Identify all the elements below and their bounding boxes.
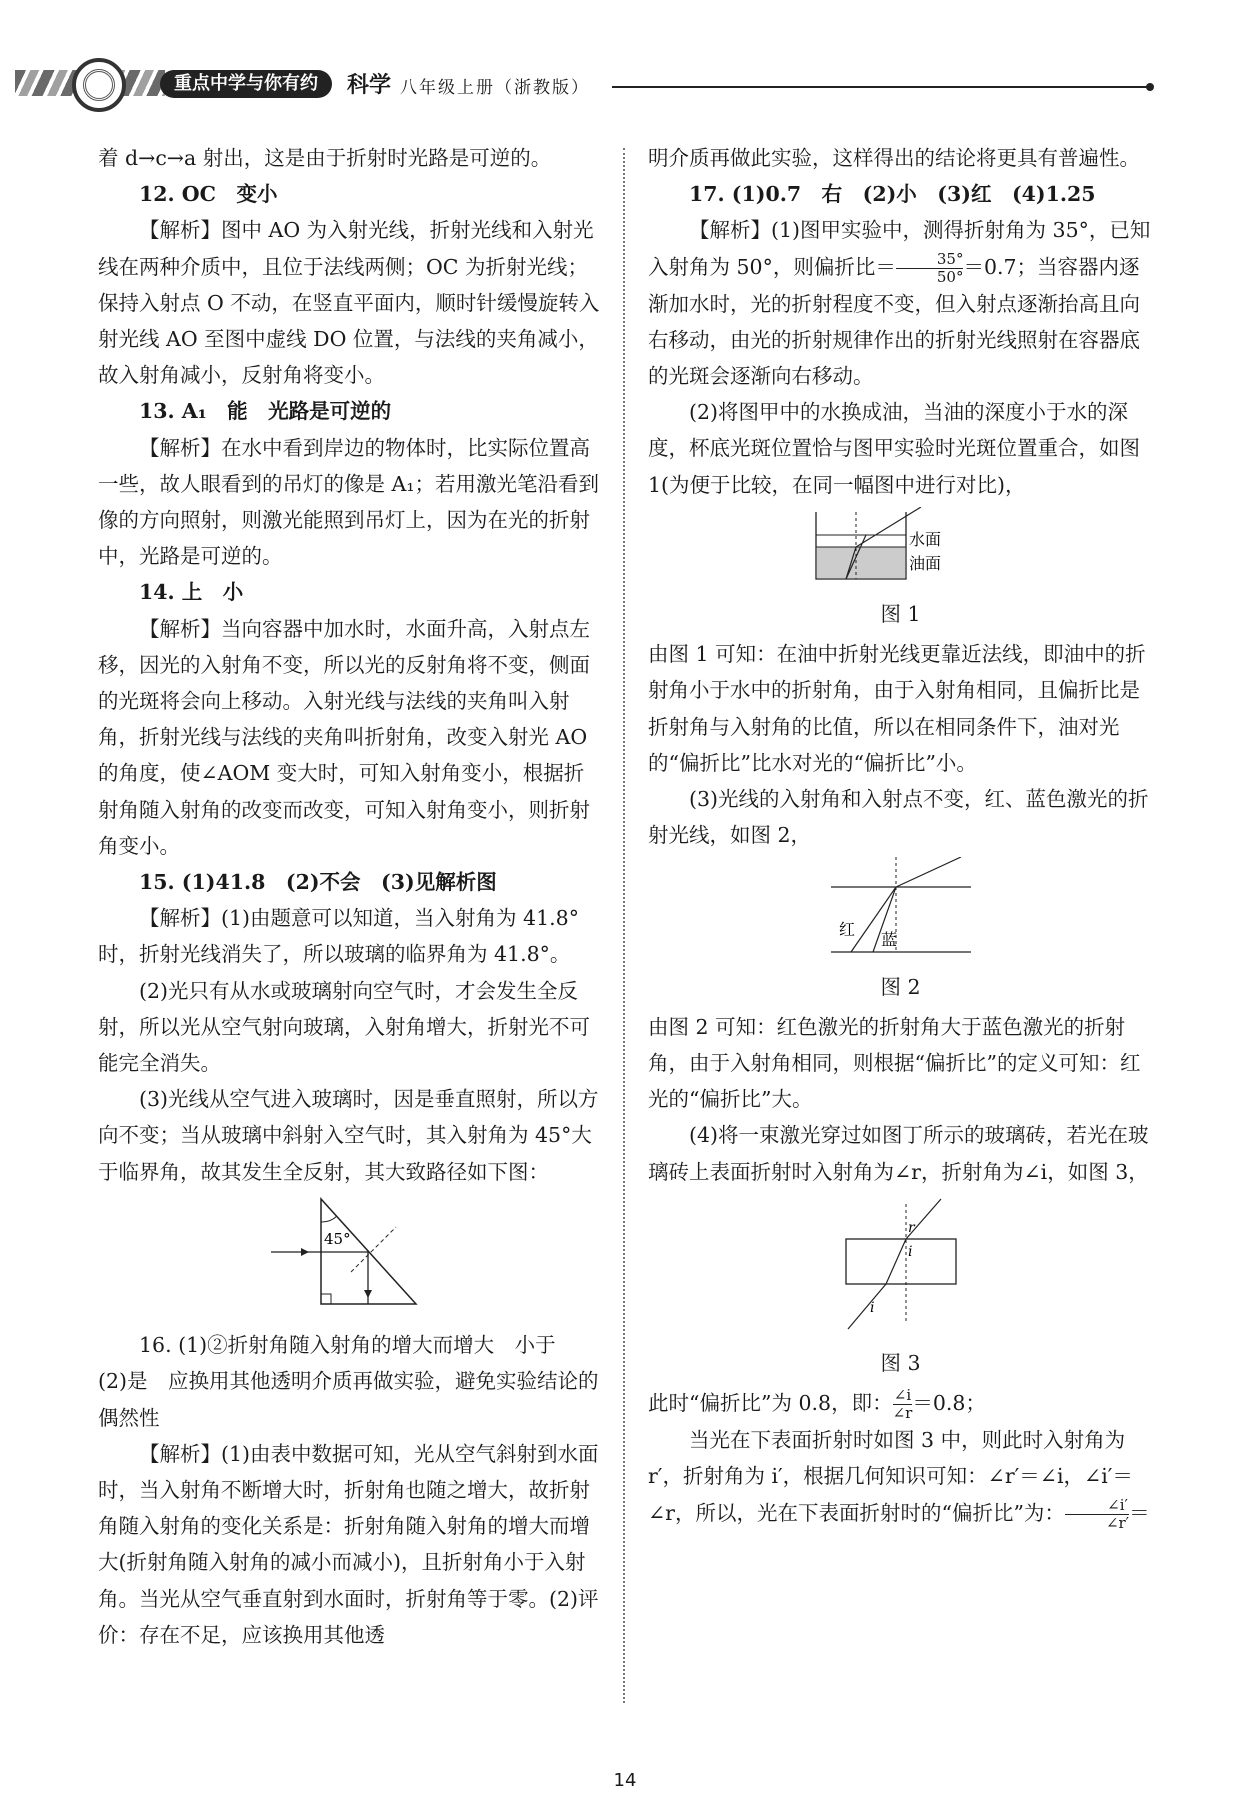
right-column (648, 140, 1153, 1532)
fraction: $\frac{\angle i}{\angle r}$ (892, 1386, 913, 1423)
svg-text:油面: 油面 (908, 553, 941, 573)
answer-13: 13. A₁ 能 光路是可逆的 (139, 399, 392, 424)
header-rule-dot (1146, 83, 1154, 91)
column-divider (623, 148, 625, 1703)
series-title: 重点中学与你有约 (160, 70, 332, 98)
analysis-12: 【解析】图中 AO 为入射光线，折射光线和入射光线在两种介质中，且位于法线两侧；OC 为折射光线；保持入射点 O 不动，在竖直平面内，顺时针缓慢旋转入射光线 AO 至图中虚线 DO 位置，与法线的夹角减小，故入射角减小，反射角将变小。 (98, 218, 600, 388)
figure-3 (648, 1194, 1153, 1381)
analysis-17-4: (4)将一束激光穿过如图丁所示的玻璃砖，若光在玻璃砖上表面折射时入射角为∠r，折射角为∠i，如图 3， (648, 1123, 1149, 1184)
glass-brick-diagram (836, 1194, 966, 1334)
figure-2 (648, 857, 1153, 1004)
prism-figure (98, 1194, 603, 1323)
angle-label: 45° (323, 1229, 351, 1248)
page-number: 14 (613, 1770, 637, 1791)
analysis-17-4a: 此时“偏折比”为 0.8，即： $\frac{\angle i}{\angle r}$ ＝0.8； (648, 1386, 986, 1423)
book-logo (72, 58, 126, 112)
analysis-15-3: (3)光线从空气进入玻璃时，因是垂直照射，所以方向不变；当从玻璃中斜射入空气时，其入射角为 45°大于临界角，故其发生全反射，其大致路径如下图： (98, 1087, 599, 1184)
fraction: $\frac{35^\circ}{50^\circ}$ (896, 251, 964, 286)
figure-2-caption: 图 2 (880, 974, 921, 999)
analysis-17-3: (3)光线的入射角和入射点不变，红、蓝色激光的折射光线，如图 2， (648, 787, 1149, 848)
header-rule (612, 86, 1150, 88)
answer-16: 16. (1)②折射角随入射角的增大而增大 小于 (2)是 应换用其他透明介质再做实验，避免实验结论的偶然性 (98, 1333, 599, 1430)
svg-text:蓝: 蓝 (880, 930, 897, 950)
text-line: 明介质再做此实验，这样得出的结论将更具有普遍性。 (648, 146, 1140, 170)
figure-1 (648, 507, 1153, 632)
text-line: 着 d→c→a 射出，这是由于折射时光路是可逆的。 (98, 146, 552, 170)
figure-3-caption: 图 3 (880, 1351, 921, 1376)
answer-12: 12. OC 变小 (139, 182, 278, 207)
subject-title: 科学 (347, 73, 392, 98)
prism-diagram (271, 1194, 431, 1312)
grade-label: 八年级上册（浙教版） (400, 78, 590, 98)
left-column (98, 140, 603, 1653)
svg-text:水面: 水面 (908, 529, 941, 549)
analysis-17-4c: 当光在下表面折射时如图 3 中，则此时入射角为 r′，折射角为 i′，根据几何知识可知：∠r′＝∠i，∠i′＝∠r，所以，光在下表面折射时的“偏折比”为： $\frac{\angle i'}{\angle r'}$ ＝ (648, 1428, 1150, 1532)
analysis-13: 【解析】在水中看到岸边的物体时，比实际位置高一些，故人眼看到的吊灯的像是 A₁；若用激光笔沿看到像的方向照射，则激光能照到吊灯上，因为在光的折射中，光路是可逆的。 (98, 435, 600, 569)
analysis-15-2: (2)光只有从水或玻璃射向空气时，才会发生全反射，所以光从空气射向玻璃，入射角增大，折射光不可能完全消失。 (98, 978, 590, 1076)
answer-14: 14. 上 小 (139, 580, 244, 605)
svg-text:i: i (869, 1299, 874, 1316)
water-oil-diagram (811, 507, 991, 585)
analysis-17-2b: 由图 1 可知：在油中折射光线更靠近法线，即油中的折射角小于水中的折射角，由于入射角相同，且偏折比是折射角与入射角的比值，所以在相同条件下，油对光的“偏折比”比水对光的“偏折比”小。 (648, 642, 1146, 775)
red-blue-laser-diagram (821, 857, 981, 957)
svg-text:r: r (907, 1219, 915, 1236)
analysis-15-1: 【解析】(1)由题意可以知道，当入射角为 41.8°时，折射光线消失了，所以玻璃的临界角为 41.8°。 (98, 906, 579, 967)
analysis-17-1: 【解析】(1)图甲实验中，测得折射角为 35°，已知入射角为 50°，则偏折比＝ $\frac{35^\circ}{50^\circ}$ ＝0.7；当容器内逐渐加水时，光的折射程度不变，但入射点逐渐抬高且向右移动，由光的折射规律作出的折射光线照射在容器底的光斑会逐渐向右移动。 (648, 218, 1151, 389)
svg-text:红: 红 (838, 920, 855, 940)
figure-1-caption: 图 1 (880, 602, 921, 627)
analysis-17-3b: 由图 2 可知：红色激光的折射角大于蓝色激光的折射角，由于入射角相同，则根据“偏折比”的定义可知：红光的“偏折比”大。 (648, 1014, 1141, 1112)
analysis-17-2: (2)将图甲中的水换成油，当油的深度小于水的深度，杯底光斑位置恰与图甲实验时光斑位置重合，如图 1(为便于比较，在同一幅图中进行对比)， (648, 400, 1140, 497)
svg-text:i: i (907, 1243, 912, 1260)
analysis-14: 【解析】当向容器中加水时，水面升高，入射点左移，因光的入射角不变，所以光的反射角将不变，侧面的光斑将会向上移动。入射光线与法线的夹角叫入射角，折射光线与法线的夹角叫折射角，改变入射光 AO 的角度，使∠AOM 变大时，可知入射角变小，根据折射角随入射角的改变而改变，可知入射角变小，则折射角变小。 (98, 616, 590, 858)
answer-15: 15. (1)41.8 (2)不会 (3)见解析图 (139, 870, 497, 895)
fraction: $\frac{\angle i'}{\angle r'}$ (1065, 1497, 1129, 1532)
answer-17: 17. (1)0.7 右 (2)小 (3)红 (4)1.25 (689, 182, 1096, 207)
analysis-16: 【解析】(1)由表中数据可知，光从空气斜射到水面时，当入射角不断增大时，折射角也随之增大，故折射角随入射角的变化关系是：折射角随入射角的增大而增大(折射角随入射角的减小而减小)，且折射角小于入射角。当光从空气垂直射到水面时，折射角等于零。(2)评价：存在不足，应该换用其他透 (98, 1441, 599, 1647)
